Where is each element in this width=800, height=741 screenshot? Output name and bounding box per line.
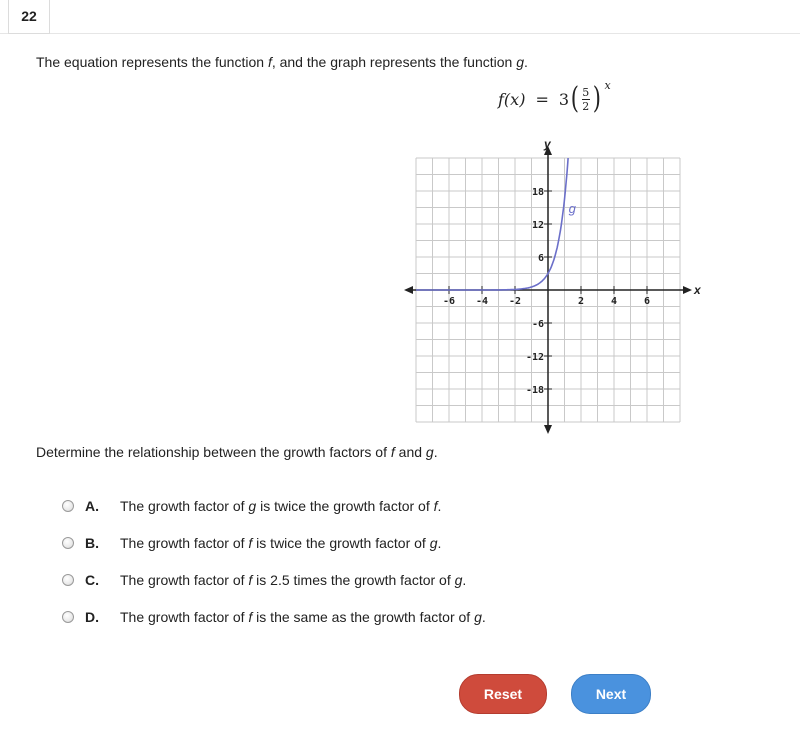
curve-label: g — [568, 201, 576, 216]
equation-lhs: f(x) — [498, 89, 526, 109]
x-tick-label: -2 — [508, 296, 522, 307]
right-paren: ) — [592, 81, 601, 116]
option-d[interactable] — [62, 605, 582, 629]
x-tick-label: 4 — [610, 296, 618, 307]
option-a[interactable] — [62, 494, 582, 518]
y-tick-label: -12 — [525, 352, 544, 363]
next-button[interactable]: Next — [571, 674, 651, 714]
y-tick-label: 6 — [537, 253, 544, 264]
radio-button[interactable] — [62, 537, 74, 549]
y-tick-label: -6 — [531, 319, 544, 330]
base-numerator: 5 — [582, 85, 590, 99]
x-axis-arrow-right — [683, 286, 692, 294]
option-text: The growth factor of f is the same as the growth factor of g. — [120, 609, 486, 625]
y-tick-label: -18 — [525, 385, 544, 396]
option-text: The growth factor of f is twice the growth factor of g. — [120, 535, 442, 551]
y-axis-arrow-down — [544, 425, 552, 434]
left-paren: ( — [570, 81, 579, 116]
x-tick-label: -6 — [442, 296, 456, 307]
option-text: The growth factor of f is 2.5 times the growth factor of g. — [120, 572, 467, 588]
coordinate-graph — [405, 137, 701, 430]
option-c[interactable] — [62, 568, 582, 592]
question-prompt: The equation represents the function f, and the graph represents the function g. — [36, 54, 528, 70]
x-tick-label: 2 — [577, 296, 585, 307]
y-axis-label: y — [544, 137, 551, 151]
option-text: The growth factor of g is twice the growth factor of f. — [120, 498, 442, 514]
equation-exponent: x — [604, 78, 611, 92]
x-axis-arrow-left — [404, 286, 413, 294]
x-tick-label: 6 — [643, 296, 651, 307]
radio-button[interactable] — [62, 574, 74, 586]
reset-button[interactable]: Reset — [459, 674, 547, 714]
base-denominator: 2 — [582, 99, 590, 113]
option-b[interactable] — [62, 531, 582, 555]
option-letter: C. — [85, 572, 99, 588]
equation-equals: = — [535, 89, 549, 109]
question-header — [0, 0, 800, 34]
x-axis-label: x — [694, 283, 701, 297]
equation-coefficient: 3 — [558, 89, 570, 109]
y-tick-label: 12 — [531, 220, 544, 231]
option-letter: D. — [85, 609, 99, 625]
question-number: 22 — [8, 0, 50, 34]
equation-base-fraction — [582, 87, 590, 112]
x-tick-label: -4 — [475, 296, 489, 307]
y-tick-label: 18 — [531, 187, 544, 198]
option-letter: B. — [85, 535, 99, 551]
function-equation — [498, 78, 611, 116]
option-letter: A. — [85, 498, 99, 514]
radio-button[interactable] — [62, 500, 74, 512]
relationship-question: Determine the relationship between the growth factors of f and g. — [36, 444, 438, 460]
radio-button[interactable] — [62, 611, 74, 623]
